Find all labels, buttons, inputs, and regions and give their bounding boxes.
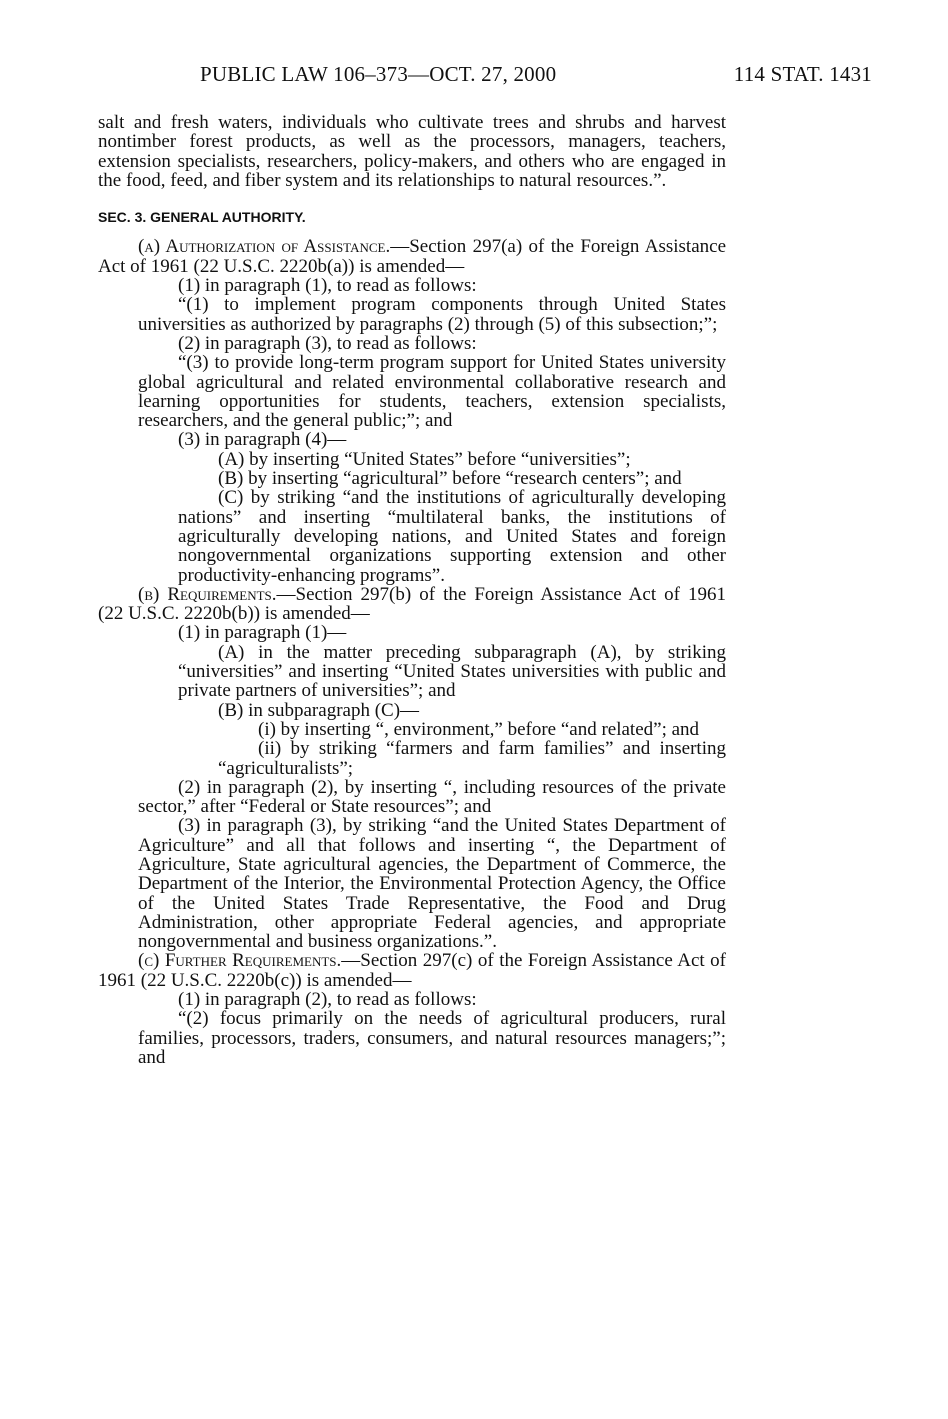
paragraph-a3: (3) in paragraph (4)— <box>178 429 347 451</box>
paragraph-b2: (2) in paragraph (2), by inserting “, including resources of the private sector,” after “Federal or State resources”; and <box>138 776 726 818</box>
subsection-c-text: —Section 297(c) of the Foreign Assistance Act of 1961 (22 U.S.C. 2220b(c)) is amended— <box>98 950 726 991</box>
subsection-b-text: —Section 297(b) of the Foreign Assistance Act of 1961 (22 U.S.C. 2220b(b)) is amended— <box>98 583 727 625</box>
subparagraph-a3B: (B) by inserting “agricultural” before “research centers”; and <box>218 468 682 490</box>
subparagraph-b1A: (A) in the matter preceding subparagraph (A), by striking “universities” and inserting “United States universities with public and private partners of universities”; and <box>178 641 726 702</box>
paragraph-a1: (1) in paragraph (1), to read as follows: <box>178 275 477 297</box>
quote-a1: “(1) to implement program components through United States universities as authorized by paragraphs (2) through (5) of this subsection;”; <box>138 294 726 335</box>
clause-b1Bi: (i) by inserting “, environment,” before “and related”; and <box>258 718 700 740</box>
subsection-a <box>98 237 726 276</box>
subsection-a-text: —Section 297(a) of the Foreign Assistance Act of 1961 (22 U.S.C. 2220b(a)) is amended— <box>98 236 726 277</box>
paragraph-a2: (2) in paragraph (3), to read as follows: <box>178 332 477 354</box>
paragraph-b3: (3) in paragraph (3), by striking “and the United States Department of Agriculture” and all that follows and inserting “, the Department of Agriculture, State agricultural agencies, the Department of Commerce, the Department of the Interior, the Environmental Protection Agency, the Office of the United States Trade Representative, the Food and Drug Administration, other appropriate Federal agencies, and appropriate nongovernmental and business organizations.”. <box>138 815 726 953</box>
subsection-b-heading: (b) Requirements. <box>138 583 277 605</box>
subparagraph-a3C: (C) by striking “and the institutions of agriculturally developing nations” and inserting “multilateral banks, the institutions of agriculturally developing nations, and United States and foreign nongovernmental organizations supporting extension and other productivity-enhancing programs”. <box>178 487 726 586</box>
paragraph-continuation: salt and fresh waters, individuals who cultivate trees and shrubs and harvest nontimber forest products, as well as the processors, managers, teachers, extension specialists, researchers, policy-makers, and others who are engaged in the food, feed, and fiber system and its relationships to natural resources.”. <box>98 112 726 191</box>
section-heading: SEC. 3. GENERAL AUTHORITY. <box>98 209 306 226</box>
subsection-b <box>98 585 726 624</box>
clause-b1Bii: (ii) by striking “farmers and farm families” and inserting “agriculturalists”; <box>218 738 726 779</box>
subsection-c-heading: (c) Further Requirements. <box>138 950 342 972</box>
paragraph-c1: (1) in paragraph (2), to read as follows: <box>178 989 477 1011</box>
quote-a2: “(3) to provide long-term program support for United States university global agricultural and related environmental collaborative research and learning opportunities for students, teachers, extension specialists, researchers, and the general public;”; and <box>138 352 726 432</box>
subparagraph-a3A: (A) by inserting “United States” before “universities”; <box>218 448 631 470</box>
header-title: PUBLIC LAW 106–373—OCT. 27, 2000 <box>200 62 557 86</box>
paragraph-b1: (1) in paragraph (1)— <box>178 622 347 644</box>
subsection-a-heading: (a) Authorization of Assistance. <box>138 236 391 258</box>
quote-c1: “(2) focus primarily on the needs of agricultural producers, rural families, processors, traders, consumers, and natural resources managers;”; and <box>138 1008 726 1068</box>
header-stat-page: 114 STAT. 1431 <box>733 62 872 86</box>
body-text <box>98 113 726 1067</box>
subsection-c <box>98 951 726 990</box>
subparagraph-b1B: (B) in subparagraph (C)— <box>218 699 420 721</box>
